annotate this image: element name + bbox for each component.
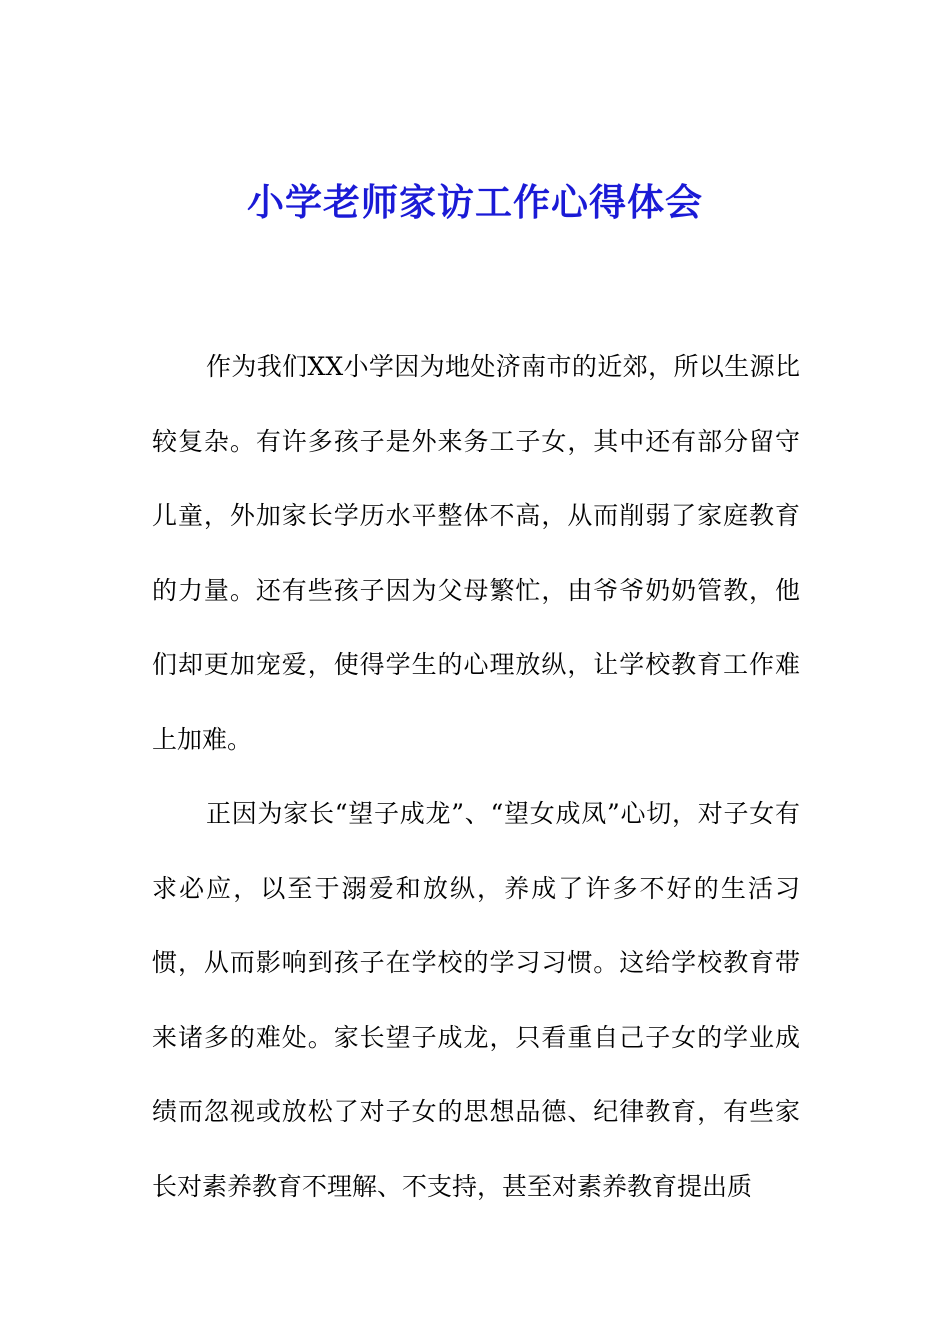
paragraph-2: 正因为家长“望子成龙”、“望女成凤”心切，对子女有求必应，以至于溺爱和放纵，养成了许多不好的生活习惯，从而影响到孩子在学校的学习习惯。这给学校教育带来诸多的难处。家长望子成龙，只看重自己子女的学业成绩而忽视或放松了对子女的思想品德、纪律教育，有些家长对素养教育不理解、不支持，甚至对素养教育提出质 xyxy=(152,799,800,1201)
document-body xyxy=(152,330,800,1224)
paragraph-1: 作为我们XX小学因为地处济南市的近郊，所以生源比较复杂。有许多孩子是外来务工子女，其中还有部分留守儿童，外加家长学历水平整体不高，从而削弱了家庭教育的力量。还有些孩子因为父母繁忙，由爷爷奶奶管教，他们却更加宠爱，使得学生的心理放纵，让学校教育工作难上加难。 xyxy=(152,352,800,754)
document-title: 小学老师家访工作心得体会 xyxy=(247,180,703,224)
